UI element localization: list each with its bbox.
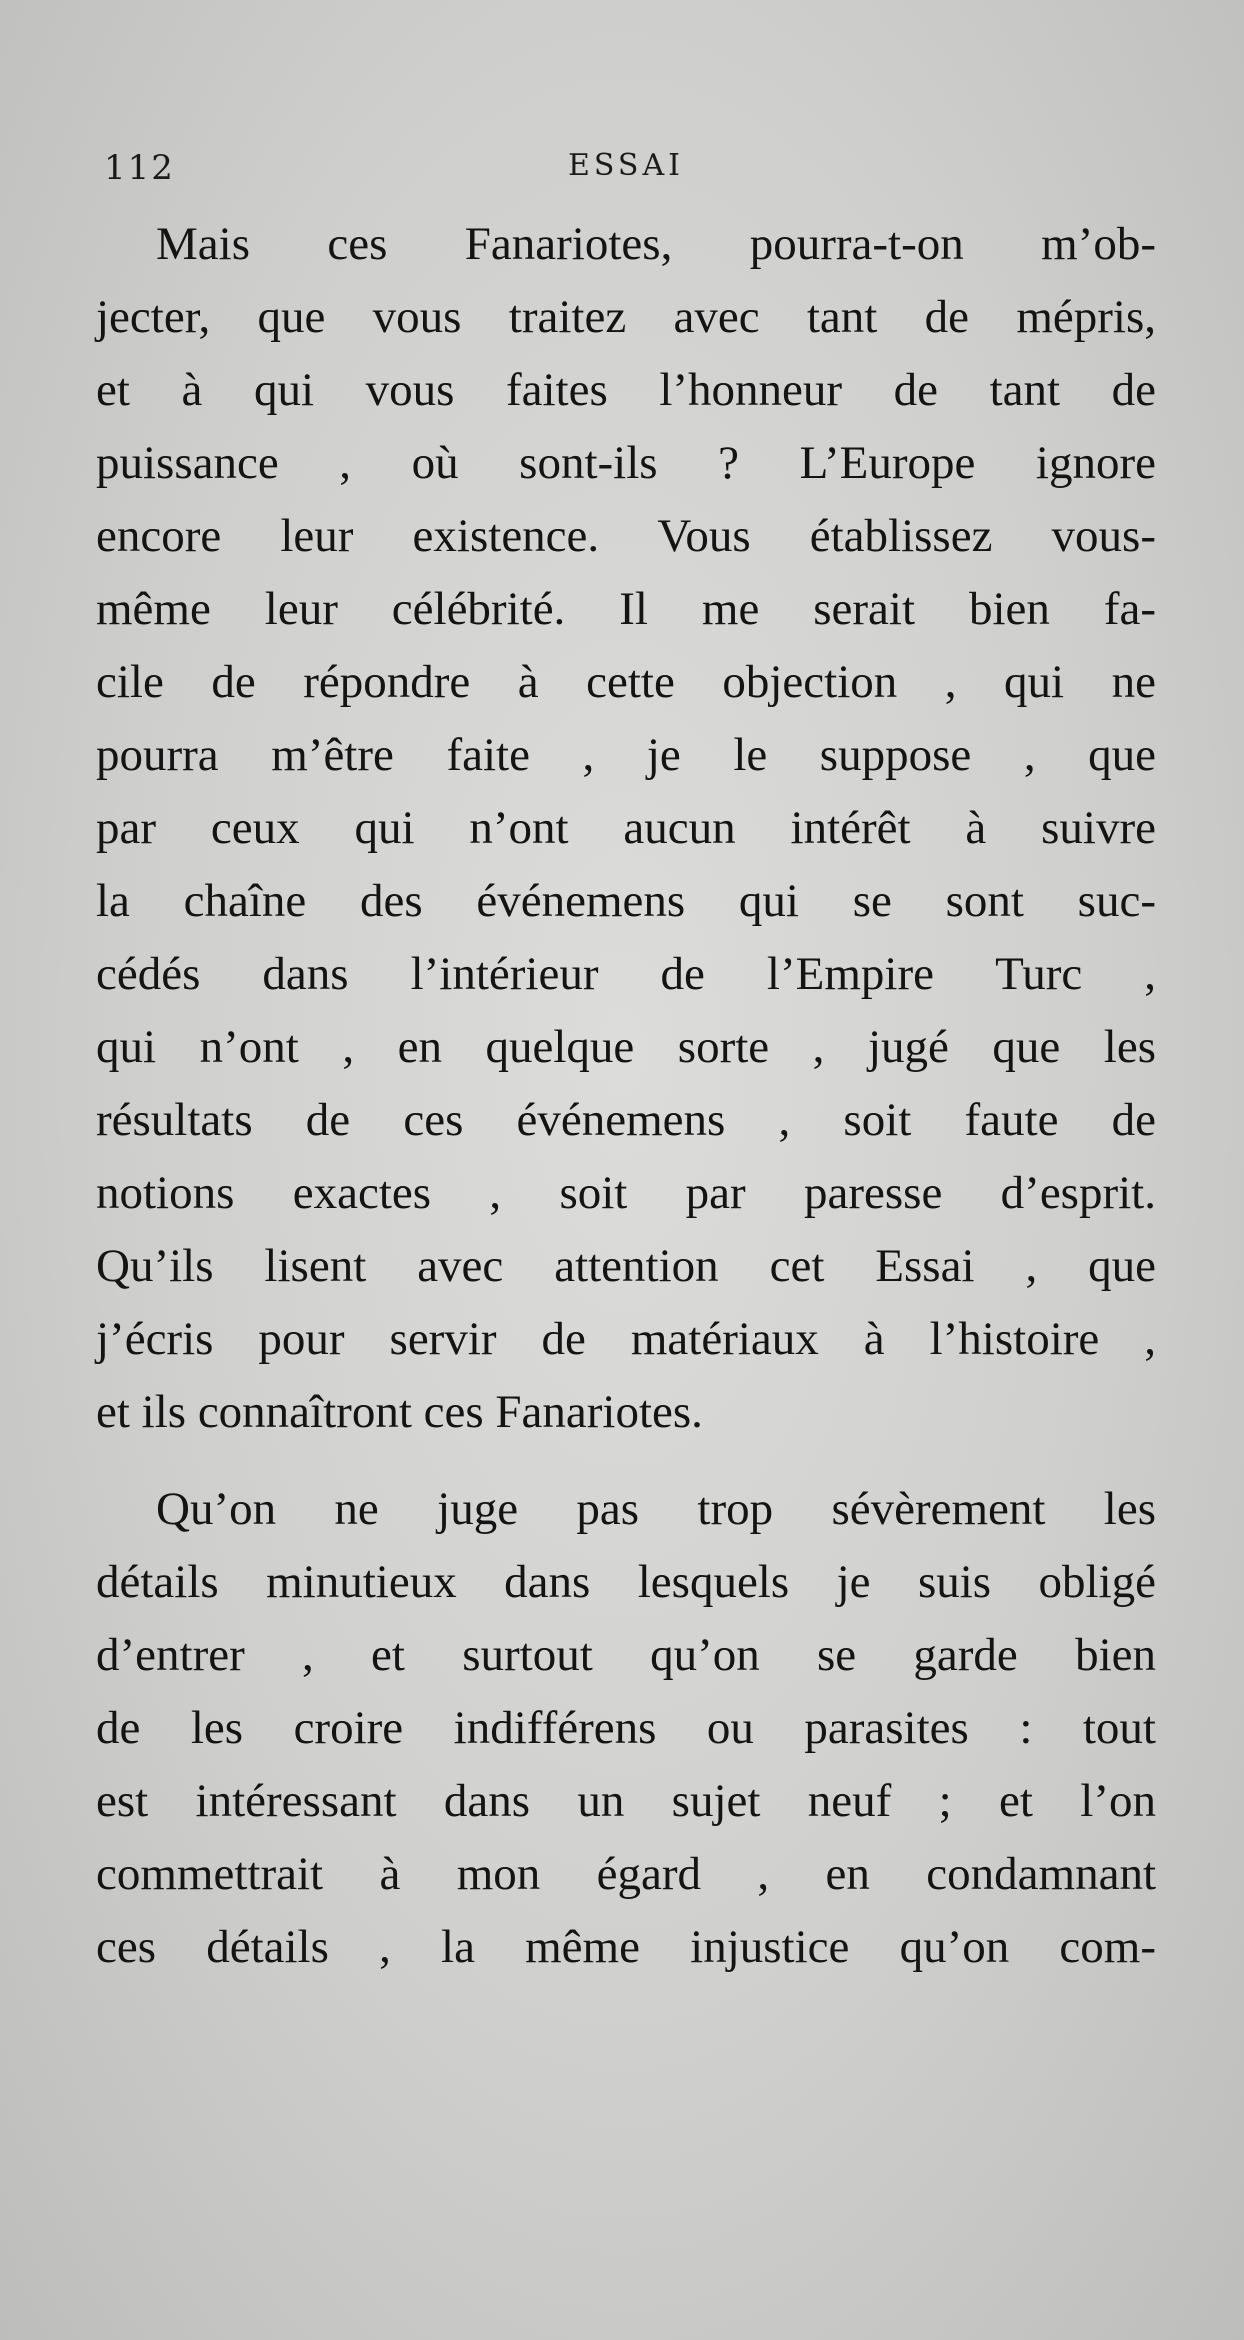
text-line: même leur célébrité. Il me serait bien fa- bbox=[96, 583, 1156, 635]
running-head: ESSAI bbox=[568, 148, 684, 183]
text-line: encore leur existence. Vous établissez vous- bbox=[96, 510, 1156, 562]
body-text bbox=[96, 208, 1156, 1984]
text-line: ces détails , la même injustice qu’on com- bbox=[96, 1921, 1156, 1973]
text-line: j’écris pour servir de matériaux à l’histoire , bbox=[96, 1313, 1156, 1365]
text-line: cédés dans l’intérieur de l’Empire Turc , bbox=[96, 948, 1156, 1000]
text-line: notions exactes , soit par paresse d’esprit. bbox=[96, 1167, 1156, 1219]
text-line: Qu’ils lisent avec attention cet Essai , que bbox=[96, 1240, 1156, 1292]
text-line: est intéressant dans un sujet neuf ; et l’on bbox=[96, 1775, 1156, 1827]
text-line: détails minutieux dans lesquels je suis obligé bbox=[96, 1556, 1156, 1608]
text-line: jecter, que vous traitez avec tant de mépris, bbox=[96, 291, 1156, 343]
text-line: d’entrer , et surtout qu’on se garde bien bbox=[96, 1629, 1156, 1681]
text-line: puissance , où sont-ils ? L’Europe ignore bbox=[96, 437, 1156, 489]
paragraph-2 bbox=[96, 1473, 1156, 1984]
text-line: cile de répondre à cette objection , qui ne bbox=[96, 656, 1156, 708]
text-line: par ceux qui n’ont aucun intérêt à suivre bbox=[96, 802, 1156, 854]
text-line: qui n’ont , en quelque sorte , jugé que les bbox=[96, 1021, 1156, 1073]
text-line: de les croire indifférens ou parasites : tout bbox=[96, 1702, 1156, 1754]
text-line: Mais ces Fanariotes, pourra-t-on m’ob- bbox=[156, 218, 1156, 270]
text-line: résultats de ces événemens , soit faute de bbox=[96, 1094, 1156, 1146]
paragraph-1 bbox=[96, 208, 1156, 1449]
text-line: et ils connaîtront ces Fanariotes. bbox=[96, 1386, 703, 1438]
text-line: la chaîne des événemens qui se sont suc- bbox=[96, 875, 1156, 927]
text-line: pourra m’être faite , je le suppose , que bbox=[96, 729, 1156, 781]
text-line: Qu’on ne juge pas trop sévèrement les bbox=[156, 1483, 1156, 1535]
text-line: commettrait à mon égard , en condamnant bbox=[96, 1848, 1156, 1900]
page-header bbox=[96, 148, 1156, 198]
text-line: et à qui vous faites l’honneur de tant de bbox=[96, 364, 1156, 416]
page-number: 112 bbox=[104, 148, 175, 188]
